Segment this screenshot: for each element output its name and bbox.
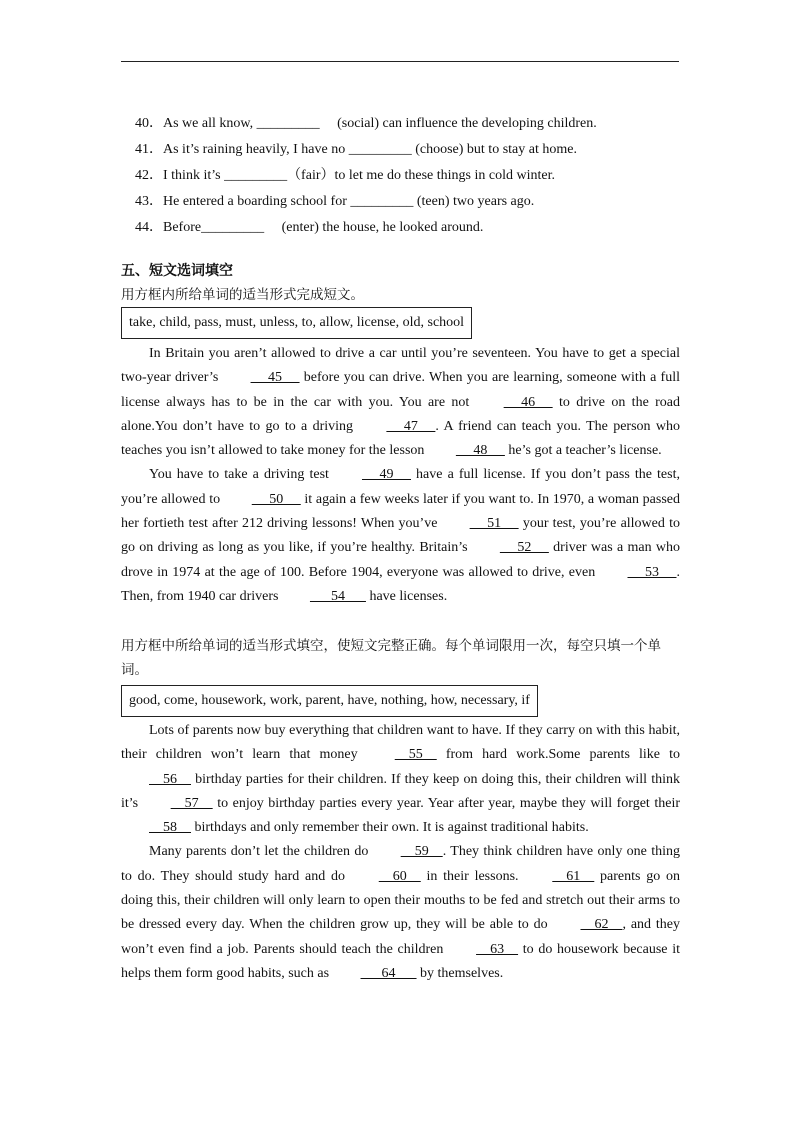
- blank[interactable]: 57: [170, 795, 213, 811]
- word-box-2: good, come, housework, work, parent, have, nothing, how, necessary, if: [121, 685, 538, 717]
- passage-text: You have to take a driving test: [149, 467, 334, 483]
- blank[interactable]: 58: [149, 820, 191, 836]
- paragraph: [121, 342, 680, 463]
- passage-1: [121, 342, 680, 609]
- blank[interactable]: 54: [309, 588, 366, 604]
- passage-text: from hard work.Some parents like to: [436, 747, 681, 763]
- passage-text: have a full license. If you don’t pass the test, you’re allowed to: [121, 467, 680, 507]
- blank[interactable]: 64: [360, 965, 417, 981]
- passage-text: by themselves.: [416, 965, 504, 981]
- passage-text: birthdays and only remember their own. It is against traditional habits.: [191, 820, 589, 836]
- blank[interactable]: 47: [386, 418, 436, 434]
- blank[interactable]: 62: [580, 917, 623, 933]
- blank[interactable]: _________: [224, 168, 288, 183]
- blank[interactable]: 59: [400, 844, 443, 860]
- blank[interactable]: 60: [378, 868, 421, 884]
- passage-text: in their lessons.: [420, 868, 525, 884]
- passage-text: to enjoy birthday parties every year. Year after year, maybe they will forget their: [212, 795, 680, 811]
- passage-text: . They think children have only one thing to do. They should study hard and do: [121, 844, 680, 884]
- blank[interactable]: 45: [250, 370, 300, 386]
- blank[interactable]: _________: [350, 194, 414, 209]
- blank[interactable]: _________: [256, 116, 320, 131]
- paragraph: [121, 840, 680, 986]
- passage-text: your test, you’re allowed to go on driving as long as you like, if you’re healthy. Britain’s: [121, 516, 680, 556]
- passage-text: he’s got a teacher’s license.: [504, 443, 662, 459]
- passage-2: [121, 719, 680, 986]
- word-box-1: take, child, pass, must, unless, to, allow, license, old, school: [121, 307, 472, 339]
- passage-text: Lots of parents now buy everything that children want to have. If they carry on with this habit, their children won’t learn that money: [121, 723, 680, 763]
- passage-text: . Then, from 1940 car drivers: [121, 564, 680, 604]
- passage-text: . A friend can teach you. The person who teaches you isn’t allowed to take money for the lesson: [121, 418, 680, 459]
- blank[interactable]: 51: [469, 516, 519, 532]
- section-title: 五、短文选词填空: [121, 263, 233, 279]
- blank[interactable]: 56: [149, 771, 191, 787]
- blank[interactable]: 63: [476, 941, 519, 957]
- blank[interactable]: 53: [627, 564, 677, 580]
- question-41: 41．As it’s raining heavily, I have no _________ (choose) but to stay at home.: [135, 142, 577, 157]
- passage-text: to drive on the road alone.You don’t have to go to a driving: [121, 394, 680, 434]
- question-42: 42．I think it’s _________（fair）to let me do these things in cold winter.: [135, 168, 555, 183]
- instruction-2: 用方框中所给单词的适当形式填空，使短文完整正确。每个单词限用一次，每空只填一个单词。: [121, 638, 661, 678]
- paragraph: [121, 463, 680, 609]
- question-43: 43．He entered a boarding school for _________ (teen) two years ago.: [135, 194, 535, 209]
- passage-text: it again a few weeks later if you want to. In 1970, a woman passed her fortieth test after 212 driving lessons! When you’ve: [121, 491, 680, 532]
- passage-text: to do housework because it helps them form good habits, such as: [121, 941, 680, 981]
- passage-text: before you can drive. When you are learning, someone with a full license always has to be in the car with you. You are not: [121, 370, 680, 410]
- passage-text: driver was a man who drove in 1974 at the age of 100. Before 1904, everyone was allowed to drive, even: [121, 540, 680, 580]
- passage-text: , and they won’t even find a job. Parents should teach the children: [121, 917, 680, 957]
- blank[interactable]: 48: [455, 443, 505, 459]
- instruction-1: 用方框内所给单词的适当形式完成短文。: [121, 287, 364, 303]
- blank[interactable]: 49: [361, 467, 411, 483]
- blank[interactable]: _________: [201, 220, 265, 235]
- passage-text: birthday parties for their children. If they keep on doing this, their children will think it’s: [121, 771, 680, 811]
- blank[interactable]: 55: [394, 747, 437, 763]
- passage-text: have licenses.: [365, 588, 448, 604]
- blank[interactable]: 52: [499, 540, 549, 556]
- paragraph: [121, 719, 680, 840]
- passage-text: parents go on doing this, their children will only learn to open their mouths to be fed and stretch out their arms to be dressed every day. When the children grow up, they will be able to do: [121, 868, 680, 933]
- header-rule: [121, 61, 679, 62]
- passage-text: Many parents don’t let the children do: [149, 844, 373, 860]
- blank[interactable]: 46: [503, 394, 553, 410]
- passage-text: In Britain you aren’t allowed to drive a car until you’re seventeen. You have to get a special two-year driver’s: [121, 346, 680, 386]
- question-40: 40．As we all know, _________ (social) can influence the developing children.: [135, 116, 597, 131]
- blank[interactable]: 50: [251, 491, 301, 507]
- blank[interactable]: 61: [552, 868, 595, 884]
- question-44: 44．Before_________ (enter) the house, he looked around.: [135, 220, 484, 235]
- blank[interactable]: _________: [348, 142, 412, 157]
